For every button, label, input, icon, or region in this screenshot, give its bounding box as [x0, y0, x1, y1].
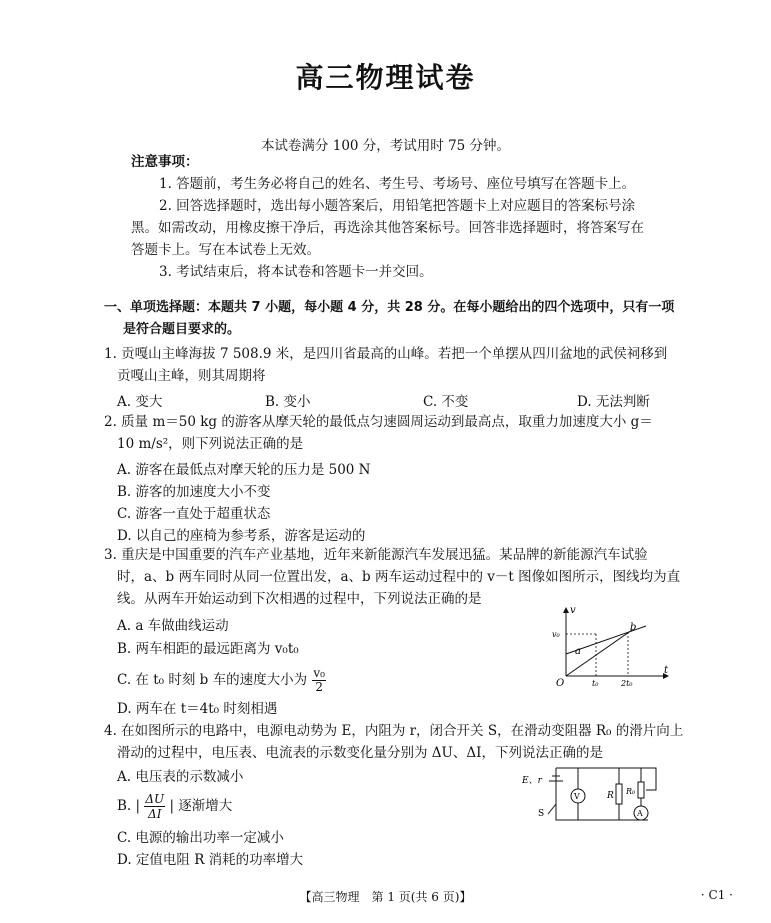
notice-line-2: 2. 回答选择题时，选出每小题答案后，用铅笔把答题卡上对应题目的答案标号涂 — [159, 198, 636, 214]
ammeter-label: A — [637, 809, 643, 818]
a-label: a — [575, 646, 581, 657]
q3-option-d: D. 两车在 t＝4t₀ 时刻相遇 — [117, 701, 278, 717]
circuit-diagram — [520, 758, 670, 834]
q3-option-a: A. a 车做曲线运动 — [117, 618, 229, 634]
q2-option-c: C. 游客一直处于超重状态 — [117, 506, 271, 522]
switch — [548, 804, 556, 814]
q1-option-b: B. 变小 — [265, 394, 311, 410]
fraction-denominator: ΔI — [148, 807, 162, 821]
q4-stem-1: 4. 在如图所示的电路中，电源电动势为 E，内阻为 r，闭合开关 S，在滑动变阻器 R₀ 的滑片向上 — [104, 723, 684, 739]
q4-option-d: D. 定值电阻 R 消耗的功率增大 — [117, 852, 304, 868]
q1-option-d: D. 无法判断 — [577, 394, 650, 410]
fraction-numerator: ΔU — [145, 792, 165, 806]
notice-line-3: 黑。如需改动，用橡皮擦干净后，再选涂其他答案标号。回答非选择题时，将答案写在 — [131, 220, 644, 236]
page-title: 高三物理试卷 — [295, 61, 476, 94]
t-axis-label: t — [664, 665, 669, 676]
notice-line-1: 1. 答题前，考生务必将自己的姓名、考生号、考场号、座位号填写在答题卡上。 — [159, 176, 636, 192]
rheostat-r0 — [638, 782, 644, 798]
fraction-numerator: v₀ — [313, 666, 325, 680]
s-label: S — [538, 809, 545, 819]
q3-option-c — [117, 667, 326, 694]
q4-option-c: C. 电源的输出功率一定减小 — [117, 830, 284, 846]
q2-stem-2: 10 m/s²，则下列说法正确的是 — [117, 436, 304, 452]
q2-option-d: D. 以自己的座椅为参考系，游客是运动的 — [117, 528, 366, 544]
b-label: b — [630, 622, 637, 633]
resistor-r — [616, 784, 622, 804]
v0-label: v₀ — [552, 630, 560, 639]
q3-stem-1: 3. 重庆是中国重要的汽车产业基地，近年来新能源汽车发展迅猛。某品牌的新能源汽车试验 — [104, 547, 648, 563]
q4-option-b — [117, 792, 232, 821]
q4-option-a: A. 电压表的示数减小 — [117, 769, 244, 785]
q4-option-b-tail: | 逐渐增大 — [169, 798, 233, 814]
notice-line-5: 3. 考试结束后，将本试卷和答题卡一并交回。 — [159, 264, 433, 280]
q1-stem-1: 1. 贡嘎山主峰海拔 7 508.9 米，是四川省最高的山峰。若把一个单摆从四川盆地的武侯祠移到 — [104, 346, 668, 362]
t2-label: 2t₀ — [621, 679, 633, 688]
v-axis-label: v — [570, 605, 576, 616]
q3-option-c-text: C. 在 t₀ 时刻 b 车的速度大小为 — [117, 672, 308, 688]
rheostat-r0-label: R₀ — [626, 787, 636, 796]
q1-option-c: C. 不变 — [423, 394, 469, 410]
q2-option-a: A. 游客在最低点对摩天轮的压力是 500 N — [117, 462, 371, 478]
voltmeter-label: V — [574, 792, 580, 801]
rheostat-slider — [646, 768, 656, 790]
q3-stem-2: 时，a、b 两车同时从同一位置出发，a、b 两车运动过程中的 v－t 图像如图所示，图线均为直 — [117, 569, 681, 585]
q4-option-b-text: B. | — [117, 798, 141, 814]
notice-heading: 注意事项： — [131, 154, 199, 170]
notice-line-4: 答题卡上。写在本试卷上无效。 — [131, 242, 320, 258]
q3-stem-3: 线。从两车开始运动到下次相遇的过程中，下列说法正确的是 — [117, 591, 482, 607]
q1-option-a: A. 变大 — [117, 394, 163, 410]
origin-label: O — [556, 678, 565, 688]
section1-heading-2: 是符合题目要求的。 — [123, 322, 241, 337]
t0-label: t₀ — [592, 679, 599, 688]
exam-intro: 本试卷满分 100 分，考试用时 75 分钟。 — [260, 138, 511, 154]
q3-option-b: B. 两车相距的最远距离为 v₀t₀ — [117, 641, 299, 657]
page-footer: 【高三物理 第 1 页(共 6 页)】 — [299, 890, 472, 904]
vt-graph — [548, 604, 676, 688]
q2-stem-1: 2. 质量 m＝50 kg 的游客从摩天轮的最低点匀速圆周运动到最高点，取重力加速度大小 g＝ — [104, 414, 653, 430]
q4-stem-2: 滑动的过程中，电压表、电流表的示数变化量分别为 ΔU、ΔI，下列说法正确的是 — [117, 745, 603, 761]
resistor-r-label: R — [607, 791, 614, 801]
q1-stem-2: 贡嘎山主峰，则其周期将 — [117, 368, 266, 384]
q4-option-b-fraction — [144, 792, 165, 821]
section1-heading: 一、单项选择题：本题共 7 小题，每小题 4 分，共 28 分。在每小题给出的四个选项中，只有一项 — [104, 300, 675, 315]
page-code: · C1 · — [700, 888, 733, 902]
q2-option-b: B. 游客的加速度大小不变 — [117, 484, 271, 500]
fraction-denominator: 2 — [315, 680, 323, 694]
q3-option-c-fraction — [312, 667, 326, 694]
er-label: E、r — [522, 776, 542, 786]
